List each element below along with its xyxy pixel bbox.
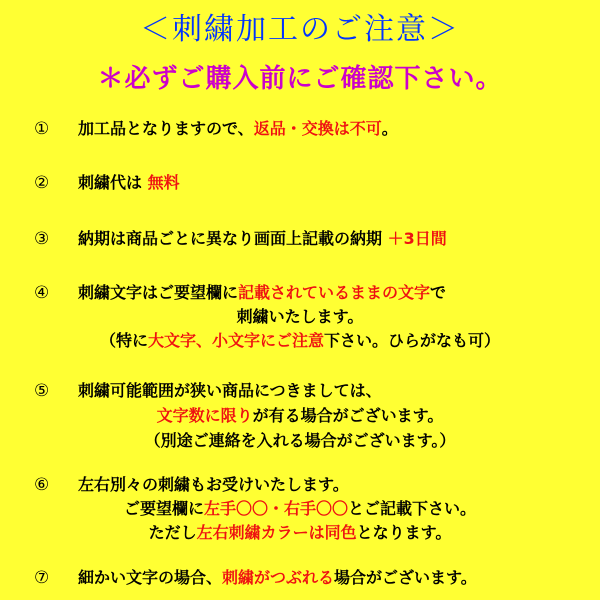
item-number: ⑤ xyxy=(34,381,50,401)
notice-item-5 xyxy=(34,378,382,401)
item-text: （別途ご連絡を入れる場合がございます。） xyxy=(144,431,456,450)
item-text: 加工品となりますので、 xyxy=(78,119,254,138)
item-text: が有る場合がございます。 xyxy=(252,406,444,425)
item-text: 場合がございます。 xyxy=(334,568,477,587)
item-number: ⑦ xyxy=(34,568,50,588)
item-text: 刺繍代は xyxy=(78,173,148,192)
item-text: 納期は商品ごとに異なり画面上記載の納期 xyxy=(78,229,388,248)
item-text: （特に xyxy=(99,331,148,350)
item-number: ③ xyxy=(34,229,50,249)
item-highlight: 文字数に限り xyxy=(156,406,253,425)
notice-item-7 xyxy=(34,565,477,588)
notice-item-2 xyxy=(34,170,180,193)
item-text: 細かい文字の場合、 xyxy=(78,568,223,587)
item-text: 左右別々の刺繍もお受けいたします。 xyxy=(78,475,349,494)
item-highlight: 無料 xyxy=(147,173,180,192)
item-highlight: ＋3日間 xyxy=(387,229,447,248)
notice-item-1 xyxy=(34,116,398,139)
notice-item-4 xyxy=(34,280,446,303)
item-number: ⑥ xyxy=(34,475,50,495)
item-highlight: 左手〇〇・右手〇〇 xyxy=(203,499,348,518)
item-text: とご記載下さい。 xyxy=(348,499,477,518)
notice-item-6-line3 xyxy=(0,520,600,543)
item-text: で xyxy=(430,283,447,302)
page-title: ＜刺繍加工のご注意＞ xyxy=(140,12,460,47)
item-number: ④ xyxy=(34,283,50,303)
notice-item-4-line2 xyxy=(0,304,600,327)
item-text: となります。 xyxy=(356,523,452,542)
item-highlight: 大文字、小文字にご注意 xyxy=(147,331,324,350)
item-text: 刺繍可能範囲が狭い商品につきましては、 xyxy=(78,381,382,400)
item-text: ご要望欄に xyxy=(123,499,204,518)
item-number: ① xyxy=(34,119,50,139)
notice-item-4-line3 xyxy=(0,328,600,351)
item-text: ただし xyxy=(148,523,197,542)
item-text: 下さい。ひらがなも可） xyxy=(324,331,501,350)
item-highlight: 記載されているままの文字 xyxy=(238,283,431,302)
page-subtitle: ＊必ずご購入前にご確認下さい。 xyxy=(97,64,503,94)
item-text: 刺繍いたします。 xyxy=(236,307,364,326)
notice-item-3 xyxy=(34,226,447,249)
notice-item-6 xyxy=(34,472,349,495)
item-highlight: 左右刺繍カラーは同色 xyxy=(196,523,357,542)
item-number: ② xyxy=(34,173,50,193)
notice-item-5-line3 xyxy=(0,428,600,451)
notice-item-5-line2 xyxy=(0,403,600,426)
item-highlight: 返品・交換は不可 xyxy=(253,119,382,138)
item-text: 。 xyxy=(381,119,398,138)
notice-item-6-line2 xyxy=(0,496,600,519)
item-highlight: 刺繍がつぶれる xyxy=(222,568,335,587)
item-text: 刺繍文字はご要望欄に xyxy=(78,283,239,302)
